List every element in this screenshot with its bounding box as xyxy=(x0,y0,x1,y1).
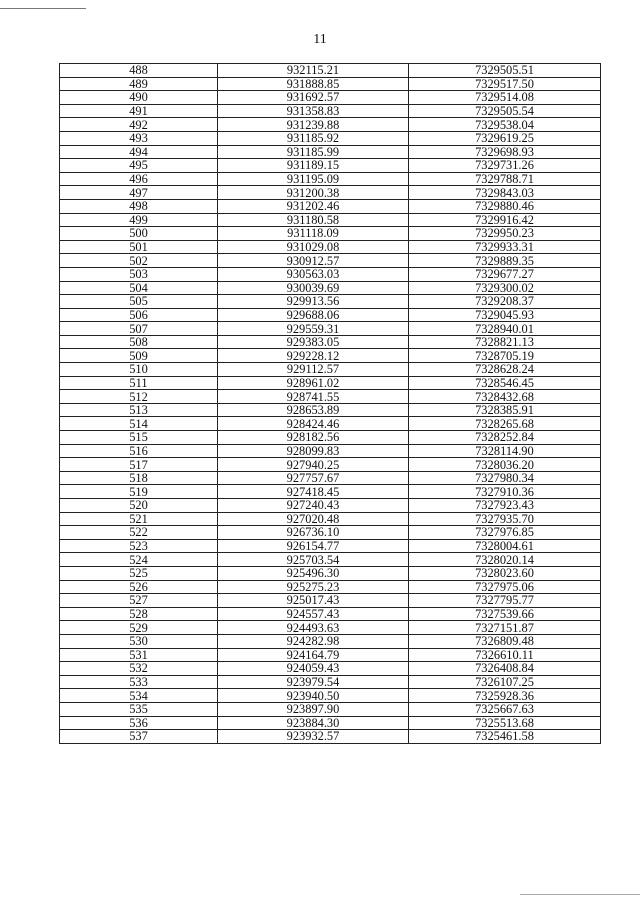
x-coordinate-cell: 928653.89 xyxy=(218,403,409,417)
x-coordinate-cell: 926736.10 xyxy=(218,526,409,540)
x-coordinate-cell: 926154.77 xyxy=(218,539,409,553)
table-row xyxy=(60,499,601,513)
x-coordinate-cell: 929112.57 xyxy=(218,363,409,377)
y-coordinate-cell: 7327976.85 xyxy=(409,526,601,540)
table-row xyxy=(60,376,601,390)
table-row xyxy=(60,566,601,580)
table-row xyxy=(60,77,601,91)
table-row xyxy=(60,172,601,186)
y-coordinate-cell: 7326408.84 xyxy=(409,662,601,676)
y-coordinate-cell: 7327795.77 xyxy=(409,594,601,608)
table-row xyxy=(60,716,601,730)
table-row xyxy=(60,621,601,635)
x-coordinate-cell: 929559.31 xyxy=(218,322,409,336)
x-coordinate-cell: 931180.58 xyxy=(218,213,409,227)
point-number-cell: 517 xyxy=(60,458,218,472)
y-coordinate-cell: 7329677.27 xyxy=(409,267,601,281)
point-number-cell: 497 xyxy=(60,186,218,200)
table-row xyxy=(60,64,601,78)
x-coordinate-cell: 931239.88 xyxy=(218,118,409,132)
x-coordinate-cell: 928741.55 xyxy=(218,390,409,404)
table-row xyxy=(60,322,601,336)
y-coordinate-cell: 7326809.48 xyxy=(409,634,601,648)
x-coordinate-cell: 931185.99 xyxy=(218,145,409,159)
x-coordinate-cell: 930039.69 xyxy=(218,281,409,295)
y-coordinate-cell: 7329045.93 xyxy=(409,308,601,322)
point-number-cell: 528 xyxy=(60,607,218,621)
table-row xyxy=(60,131,601,145)
x-coordinate-cell: 931888.85 xyxy=(218,77,409,91)
x-coordinate-cell: 927757.67 xyxy=(218,471,409,485)
y-coordinate-cell: 7327975.06 xyxy=(409,580,601,594)
point-number-cell: 500 xyxy=(60,227,218,241)
x-coordinate-cell: 928182.56 xyxy=(218,431,409,445)
table-row xyxy=(60,634,601,648)
y-coordinate-cell: 7329933.31 xyxy=(409,240,601,254)
point-number-cell: 525 xyxy=(60,566,218,580)
top-rule xyxy=(0,8,86,9)
y-coordinate-cell: 7329619.25 xyxy=(409,131,601,145)
x-coordinate-cell: 931118.09 xyxy=(218,227,409,241)
table-row xyxy=(60,227,601,241)
point-number-cell: 520 xyxy=(60,499,218,513)
table-row xyxy=(60,594,601,608)
point-number-cell: 504 xyxy=(60,281,218,295)
point-number-cell: 499 xyxy=(60,213,218,227)
table-row xyxy=(60,159,601,173)
point-number-cell: 530 xyxy=(60,634,218,648)
point-number-cell: 492 xyxy=(60,118,218,132)
y-coordinate-cell: 7327151.87 xyxy=(409,621,601,635)
point-number-cell: 494 xyxy=(60,145,218,159)
point-number-cell: 508 xyxy=(60,335,218,349)
y-coordinate-cell: 7325667.63 xyxy=(409,702,601,716)
x-coordinate-cell: 932115.21 xyxy=(218,64,409,78)
point-number-cell: 491 xyxy=(60,104,218,118)
x-coordinate-cell: 929228.12 xyxy=(218,349,409,363)
table-row xyxy=(60,403,601,417)
x-coordinate-cell: 925275.23 xyxy=(218,580,409,594)
point-number-cell: 531 xyxy=(60,648,218,662)
point-number-cell: 519 xyxy=(60,485,218,499)
coordinates-table xyxy=(59,63,601,744)
x-coordinate-cell: 928961.02 xyxy=(218,376,409,390)
table-row xyxy=(60,417,601,431)
x-coordinate-cell: 924282.98 xyxy=(218,634,409,648)
table-row xyxy=(60,199,601,213)
point-number-cell: 495 xyxy=(60,159,218,173)
table-row xyxy=(60,91,601,105)
y-coordinate-cell: 7329788.71 xyxy=(409,172,601,186)
table-row xyxy=(60,363,601,377)
y-coordinate-cell: 7329880.46 xyxy=(409,199,601,213)
y-coordinate-cell: 7328821.13 xyxy=(409,335,601,349)
point-number-cell: 524 xyxy=(60,553,218,567)
y-coordinate-cell: 7325928.36 xyxy=(409,689,601,703)
point-number-cell: 498 xyxy=(60,199,218,213)
y-coordinate-cell: 7328432.68 xyxy=(409,390,601,404)
y-coordinate-cell: 7328546.45 xyxy=(409,376,601,390)
x-coordinate-cell: 927418.45 xyxy=(218,485,409,499)
point-number-cell: 514 xyxy=(60,417,218,431)
y-coordinate-cell: 7326107.25 xyxy=(409,675,601,689)
x-coordinate-cell: 924557.43 xyxy=(218,607,409,621)
table-row xyxy=(60,662,601,676)
point-number-cell: 510 xyxy=(60,363,218,377)
point-number-cell: 507 xyxy=(60,322,218,336)
x-coordinate-cell: 928424.46 xyxy=(218,417,409,431)
x-coordinate-cell: 930912.57 xyxy=(218,254,409,268)
x-coordinate-cell: 931195.09 xyxy=(218,172,409,186)
point-number-cell: 535 xyxy=(60,702,218,716)
table-row xyxy=(60,689,601,703)
point-number-cell: 518 xyxy=(60,471,218,485)
y-coordinate-cell: 7326610.11 xyxy=(409,648,601,662)
x-coordinate-cell: 931202.46 xyxy=(218,199,409,213)
y-coordinate-cell: 7329843.03 xyxy=(409,186,601,200)
x-coordinate-cell: 923884.30 xyxy=(218,716,409,730)
y-coordinate-cell: 7325461.58 xyxy=(409,730,601,744)
point-number-cell: 488 xyxy=(60,64,218,78)
point-number-cell: 503 xyxy=(60,267,218,281)
table-row xyxy=(60,553,601,567)
x-coordinate-cell: 931358.83 xyxy=(218,104,409,118)
table-row xyxy=(60,485,601,499)
x-coordinate-cell: 930563.03 xyxy=(218,267,409,281)
point-number-cell: 501 xyxy=(60,240,218,254)
y-coordinate-cell: 7325513.68 xyxy=(409,716,601,730)
table-row xyxy=(60,390,601,404)
y-coordinate-cell: 7329916.42 xyxy=(409,213,601,227)
table-row xyxy=(60,539,601,553)
x-coordinate-cell: 927240.43 xyxy=(218,499,409,513)
y-coordinate-cell: 7328020.14 xyxy=(409,553,601,567)
y-coordinate-cell: 7328628.24 xyxy=(409,363,601,377)
y-coordinate-cell: 7329889.35 xyxy=(409,254,601,268)
y-coordinate-cell: 7329505.54 xyxy=(409,104,601,118)
table-row xyxy=(60,254,601,268)
y-coordinate-cell: 7328252.84 xyxy=(409,431,601,445)
x-coordinate-cell: 928099.83 xyxy=(218,444,409,458)
table-row xyxy=(60,444,601,458)
y-coordinate-cell: 7329514.08 xyxy=(409,91,601,105)
point-number-cell: 505 xyxy=(60,295,218,309)
x-coordinate-cell: 923932.57 xyxy=(218,730,409,744)
y-coordinate-cell: 7328004.61 xyxy=(409,539,601,553)
y-coordinate-cell: 7329698.93 xyxy=(409,145,601,159)
x-coordinate-cell: 925703.54 xyxy=(218,553,409,567)
point-number-cell: 521 xyxy=(60,512,218,526)
table-row xyxy=(60,471,601,485)
point-number-cell: 534 xyxy=(60,689,218,703)
point-number-cell: 515 xyxy=(60,431,218,445)
table-row xyxy=(60,104,601,118)
point-number-cell: 527 xyxy=(60,594,218,608)
y-coordinate-cell: 7329208.37 xyxy=(409,295,601,309)
x-coordinate-cell: 927940.25 xyxy=(218,458,409,472)
x-coordinate-cell: 929383.05 xyxy=(218,335,409,349)
point-number-cell: 509 xyxy=(60,349,218,363)
x-coordinate-cell: 931029.08 xyxy=(218,240,409,254)
point-number-cell: 522 xyxy=(60,526,218,540)
point-number-cell: 536 xyxy=(60,716,218,730)
y-coordinate-cell: 7329538.04 xyxy=(409,118,601,132)
table-row xyxy=(60,118,601,132)
point-number-cell: 506 xyxy=(60,308,218,322)
point-number-cell: 526 xyxy=(60,580,218,594)
table-row xyxy=(60,526,601,540)
table-row xyxy=(60,458,601,472)
y-coordinate-cell: 7329517.50 xyxy=(409,77,601,91)
point-number-cell: 512 xyxy=(60,390,218,404)
x-coordinate-cell: 924493.63 xyxy=(218,621,409,635)
y-coordinate-cell: 7328023.60 xyxy=(409,566,601,580)
table-row xyxy=(60,702,601,716)
y-coordinate-cell: 7327923.43 xyxy=(409,499,601,513)
x-coordinate-cell: 923940.50 xyxy=(218,689,409,703)
x-coordinate-cell: 923897.90 xyxy=(218,702,409,716)
point-number-cell: 502 xyxy=(60,254,218,268)
point-number-cell: 513 xyxy=(60,403,218,417)
y-coordinate-cell: 7329300.02 xyxy=(409,281,601,295)
point-number-cell: 533 xyxy=(60,675,218,689)
table-row xyxy=(60,267,601,281)
y-coordinate-cell: 7327539.66 xyxy=(409,607,601,621)
y-coordinate-cell: 7328705.19 xyxy=(409,349,601,363)
table-row xyxy=(60,431,601,445)
table-row xyxy=(60,213,601,227)
x-coordinate-cell: 929688.06 xyxy=(218,308,409,322)
point-number-cell: 537 xyxy=(60,730,218,744)
table-row xyxy=(60,580,601,594)
point-number-cell: 493 xyxy=(60,131,218,145)
point-number-cell: 511 xyxy=(60,376,218,390)
table-row xyxy=(60,648,601,662)
table-row xyxy=(60,145,601,159)
x-coordinate-cell: 931200.38 xyxy=(218,186,409,200)
table-row xyxy=(60,675,601,689)
table-row xyxy=(60,186,601,200)
page-number: 11 xyxy=(313,32,327,47)
y-coordinate-cell: 7328940.01 xyxy=(409,322,601,336)
point-number-cell: 532 xyxy=(60,662,218,676)
y-coordinate-cell: 7327910.36 xyxy=(409,485,601,499)
point-number-cell: 516 xyxy=(60,444,218,458)
point-number-cell: 496 xyxy=(60,172,218,186)
table-row xyxy=(60,607,601,621)
table-row xyxy=(60,240,601,254)
x-coordinate-cell: 927020.48 xyxy=(218,512,409,526)
table-row xyxy=(60,512,601,526)
table-row xyxy=(60,281,601,295)
table-row xyxy=(60,308,601,322)
point-number-cell: 529 xyxy=(60,621,218,635)
x-coordinate-cell: 931692.57 xyxy=(218,91,409,105)
table-row xyxy=(60,349,601,363)
table-row xyxy=(60,295,601,309)
coordinates-table-body xyxy=(60,64,601,744)
y-coordinate-cell: 7328265.68 xyxy=(409,417,601,431)
x-coordinate-cell: 925496.30 xyxy=(218,566,409,580)
x-coordinate-cell: 931185.92 xyxy=(218,131,409,145)
x-coordinate-cell: 931189.15 xyxy=(218,159,409,173)
y-coordinate-cell: 7329731.26 xyxy=(409,159,601,173)
point-number-cell: 490 xyxy=(60,91,218,105)
x-coordinate-cell: 924059.43 xyxy=(218,662,409,676)
y-coordinate-cell: 7329505.51 xyxy=(409,64,601,78)
y-coordinate-cell: 7327935.70 xyxy=(409,512,601,526)
point-number-cell: 489 xyxy=(60,77,218,91)
x-coordinate-cell: 925017.43 xyxy=(218,594,409,608)
x-coordinate-cell: 923979.54 xyxy=(218,675,409,689)
y-coordinate-cell: 7328385.91 xyxy=(409,403,601,417)
y-coordinate-cell: 7327980.34 xyxy=(409,471,601,485)
point-number-cell: 523 xyxy=(60,539,218,553)
y-coordinate-cell: 7329950.23 xyxy=(409,227,601,241)
bottom-rule xyxy=(520,894,640,895)
table-row xyxy=(60,730,601,744)
x-coordinate-cell: 924164.79 xyxy=(218,648,409,662)
y-coordinate-cell: 7328036.20 xyxy=(409,458,601,472)
y-coordinate-cell: 7328114.90 xyxy=(409,444,601,458)
table-row xyxy=(60,335,601,349)
x-coordinate-cell: 929913.56 xyxy=(218,295,409,309)
